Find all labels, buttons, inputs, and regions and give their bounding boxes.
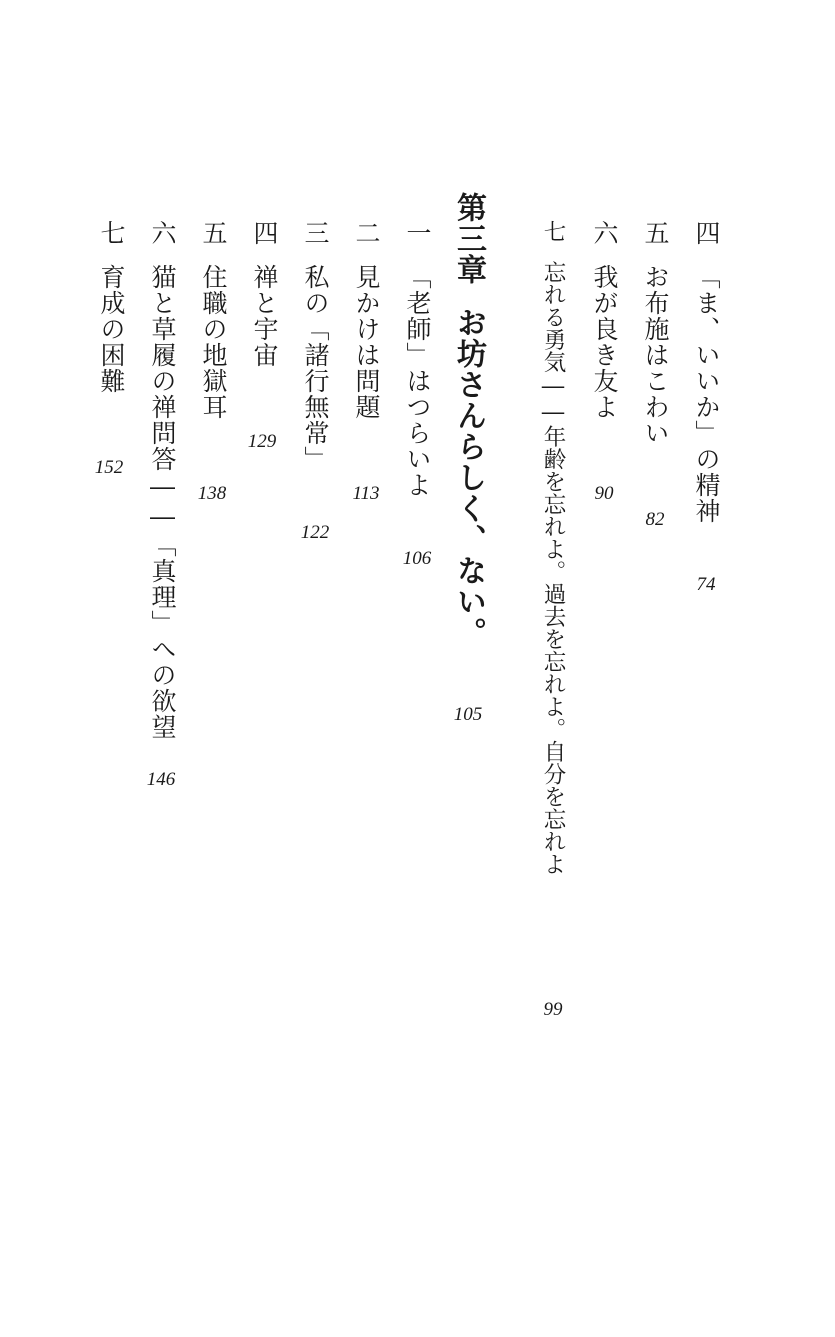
toc-entry-2-7 (533, 220, 573, 875)
toc-entry-3-3 (295, 220, 335, 472)
entry-page-number: 113 (352, 483, 380, 504)
toc-entry-2-5 (635, 220, 675, 446)
entry-title: 猫と草履の禅問答――「真理」への欲望 (148, 264, 177, 740)
entry-number: 七 (97, 220, 126, 246)
entry-number: 六 (148, 220, 177, 246)
entry-title: 我が良き友よ (590, 264, 619, 420)
entry-title: 私の「諸行無常」 (301, 264, 330, 472)
entry-number: 二 (352, 220, 381, 246)
chapter-title: お坊さんらしく、ない。 (451, 307, 486, 648)
chapter-number: 第三章 (451, 192, 486, 285)
entry-title: 「ま、いいか」の精神 (692, 264, 721, 524)
chapter-page-number: 105 (453, 704, 483, 725)
entry-page-number: 146 (146, 769, 176, 790)
entry-number: 三 (301, 220, 330, 246)
entry-number: 五 (641, 220, 670, 246)
entry-title: 禅と宇宙 (250, 264, 279, 368)
entry-page-number: 74 (696, 574, 716, 595)
entry-number: 四 (250, 220, 279, 246)
toc-entry-3-7 (91, 220, 131, 394)
entry-page-number: 138 (197, 483, 227, 504)
entry-title: お布施はこわい (641, 264, 670, 446)
entry-title: 「老師」はつらいよ (403, 264, 432, 498)
entry-page-number: 129 (247, 431, 277, 452)
entry-page-number: 106 (402, 548, 432, 569)
toc-entry-3-4 (244, 220, 284, 368)
toc-entry-3-6 (142, 220, 182, 740)
entry-page-number: 152 (94, 457, 124, 478)
entry-number: 六 (590, 220, 619, 246)
entry-title: 育成の困難 (97, 264, 126, 394)
entry-page-number: 122 (300, 522, 330, 543)
chapter-3-heading (448, 192, 488, 648)
toc-entry-3-1 (397, 220, 437, 498)
entry-number: 七 (540, 220, 566, 243)
entry-page-number: 82 (645, 509, 665, 530)
entry-page-number: 90 (594, 483, 614, 504)
toc-entry-3-5 (193, 220, 233, 420)
toc-entry-3-2 (346, 220, 386, 420)
entry-title: 住職の地獄耳 (199, 264, 228, 420)
entry-page-number: 99 (543, 999, 563, 1020)
entry-title: 見かけは問題 (352, 264, 381, 420)
toc-entry-2-6 (584, 220, 624, 420)
entry-number: 一 (403, 220, 432, 246)
toc-entry-2-4 (686, 220, 726, 524)
entry-number: 四 (692, 220, 721, 246)
entry-number: 五 (199, 220, 228, 246)
entry-title: 忘れる勇気――年齢を忘れよ。過去を忘れよ。自分を忘れよ (540, 260, 566, 875)
